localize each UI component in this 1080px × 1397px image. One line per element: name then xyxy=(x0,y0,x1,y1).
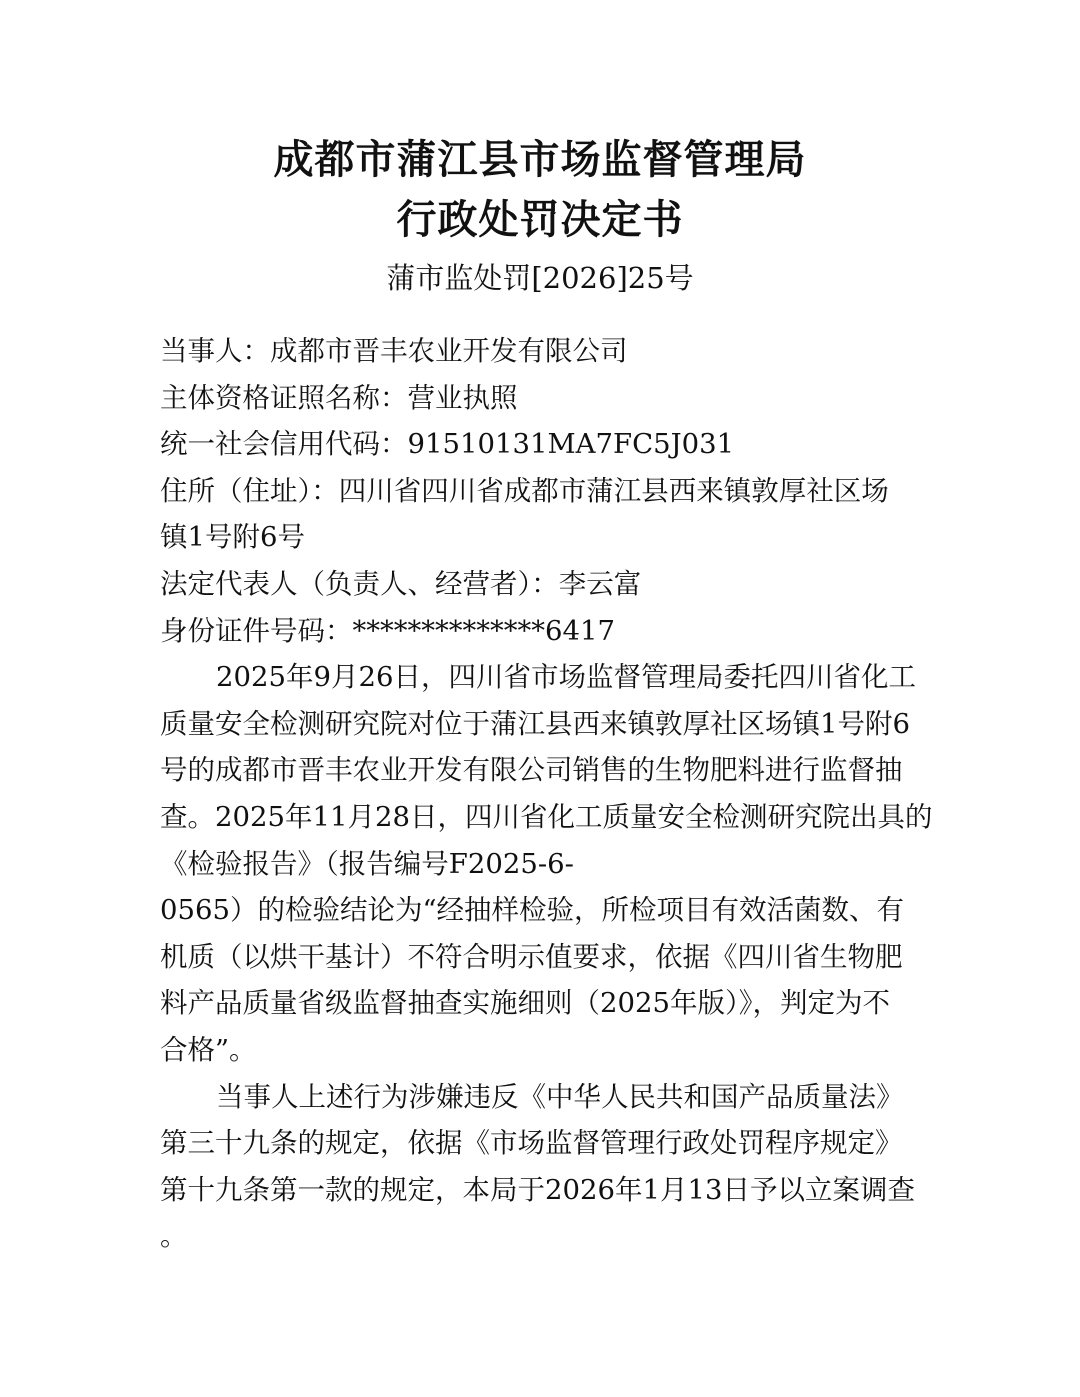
paragraph-line: 第十九条第一款的规定，本局于2026年1月13日予以立案调查 xyxy=(160,1173,915,1206)
party-legal-representative: 法定代表人（负责人、经营者）：李云富 xyxy=(160,567,642,600)
paragraph-line: 当事人上述行为涉嫌违反《中华人民共和国产品质量法》 xyxy=(216,1080,904,1113)
paragraph-line: 2025年9月26日，四川省市场监督管理局委托四川省化工 xyxy=(216,661,916,694)
document-number: 蒲市监处罚[2026]25号 xyxy=(386,261,694,295)
party-id-number: 身份证件号码：**************6417 xyxy=(160,614,615,647)
party-name: 当事人：成都市晋丰农业开发有限公司 xyxy=(160,335,628,367)
party-address-line: 住所（住址）：四川省四川省成都市蒲江县西来镇敦厚社区场 xyxy=(160,474,889,507)
document-body xyxy=(160,328,933,1260)
document-title-agency: 成都市蒲江县市场监督管理局 xyxy=(273,136,807,183)
paragraph-line: 第三十九条的规定，依据《市场监督管理行政处罚程序规定》 xyxy=(160,1127,903,1160)
paragraph-line: 机质（以烘干基计）不符合明示值要求，依据《四川省生物肥 xyxy=(160,940,903,973)
paragraph-line: 《检验报告》（报告编号F2025-6- xyxy=(160,847,574,880)
paragraph-line: 合格”。 xyxy=(160,1033,257,1066)
document-title-type: 行政处罚决定书 xyxy=(396,196,684,243)
party-license: 主体资格证照名称：营业执照 xyxy=(160,381,518,414)
paragraph-line: 。 xyxy=(160,1220,188,1253)
paragraph-line: 料产品质量省级监督抽查实施细则（2025年版）》，判定为不 xyxy=(160,987,890,1020)
party-address-line: 镇1号附6号 xyxy=(160,521,305,554)
paragraph-line: 质量安全检测研究院对位于蒲江县西来镇敦厚社区场镇1号附6 xyxy=(160,707,910,740)
paragraph-line: 0565）的检验结论为“经抽样检验，所检项目有效活菌数、有 xyxy=(160,894,905,927)
paragraph-line: 查。2025年11月28日，四川省化工质量安全检测研究院出具的 xyxy=(160,800,933,833)
party-credit-code: 统一社会信用代码：91510131MA7FC5J031 xyxy=(160,428,735,461)
paragraph-line: 号的成都市晋丰农业开发有限公司销售的生物肥料进行监督抽 xyxy=(160,754,903,787)
